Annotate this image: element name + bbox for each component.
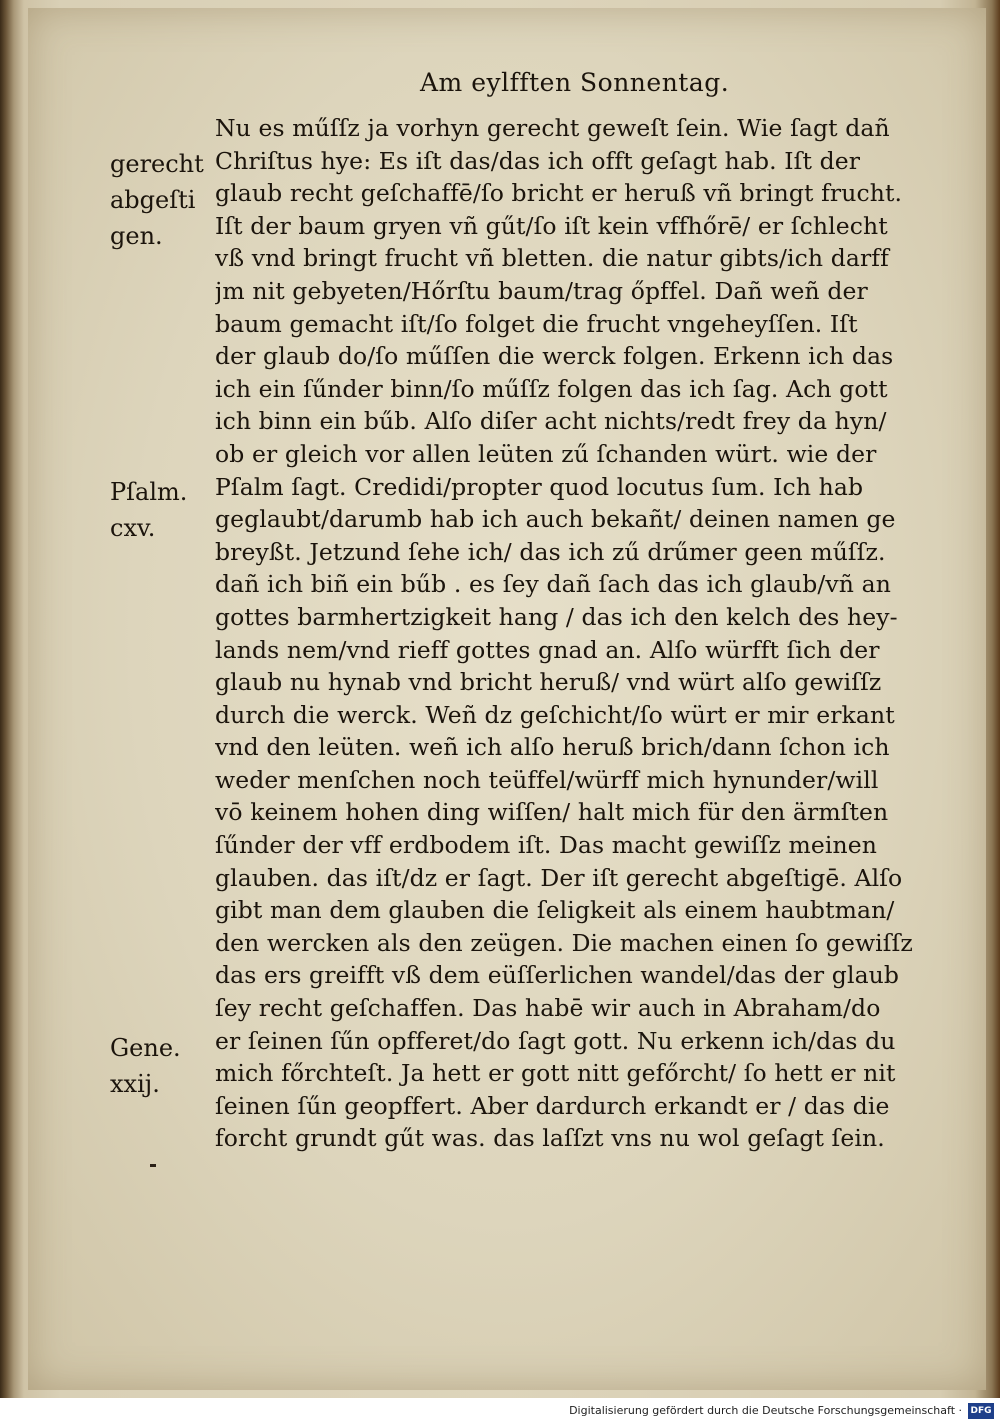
text-line: gottes barmhertzigkeit hang / das ich den kelch des hey-: [215, 602, 898, 631]
text-line: ſeinen ſűn geopffert. Aber dardurch erkandt er / das die: [215, 1091, 890, 1120]
margin-note: abgeſti: [110, 186, 196, 214]
text-line: glaub recht geſchaffē/ſo bricht er heruß vñ bringt frucht.: [215, 179, 903, 208]
text-line: forcht grundt gűt was. das laſſzt vns nu wol geſagt ſein.: [215, 1124, 885, 1153]
running-header: Am eylfften Sonnentag.: [420, 68, 730, 97]
margin-note: gerecht: [110, 150, 204, 178]
text-line: geglaubt/darumb hab ich auch bekañt/ deinen namen ge: [215, 505, 896, 534]
text-line: er ſeinen ſűn opfferet/do ſagt gott. Nu erkenn ich/das du: [215, 1026, 896, 1055]
text-line: lands nem/vnd rieff gottes gnad an. Alſo würfft ſich der: [215, 635, 880, 664]
text-line: Chriſtus hye: Es iſt das/das ich offt geſagt hab. Iſt der: [215, 146, 861, 175]
text-line: Pſalm ſagt. Credidi/propter quod locutus ſum. Ich hab: [215, 472, 864, 501]
text-line: vß vnd bringt frucht vñ bletten. die natur gibts/ich darff: [215, 244, 889, 273]
footer-credit: Digitalisierung gefördert durch die Deutsche Forschungsgemeinschaft ·: [569, 1404, 962, 1417]
text-line: baum gemacht iſt/ſo folget die frucht vngeheyſſen. Iſt: [215, 309, 858, 338]
text-line: glaub nu hynab vnd bricht heruß/ vnd würt alſo gewiſſz: [215, 668, 882, 697]
margin-note: xxij.: [110, 1070, 160, 1098]
text-line: ſűnder der vff erdbodem iſt. Das macht gewiſſz meinen: [215, 831, 877, 860]
text-line: ich ein ſűnder binn/ſo műſſz folgen das ich ſag. Ach gott: [215, 374, 888, 403]
dfg-logo: DFG: [968, 1403, 994, 1419]
text-line: das ers greifft vß dem eüſſerlichen wandel/das der glaub: [215, 961, 900, 990]
text-line: glauben. das iſt/dz er ſagt. Der iſt gerecht abgeſtigē. Alſo: [215, 863, 903, 892]
text-line: ſey recht geſchaffen. Das habē wir auch in Abraham/do: [215, 994, 881, 1023]
text-line: vō keinem hohen ding wiſſen/ halt mich für den ärmſten: [215, 798, 889, 827]
text-line: Nu es műſſz ja vorhyn gerecht geweſt ſein. Wie ſagt dañ: [215, 114, 890, 142]
text-line: ob er gleich vor allen leüten zű ſchanden würt. wie der: [215, 439, 877, 468]
body-text: [215, 112, 975, 1155]
text-line: breyßt. Jetzund ſehe ich/ das ich zű drűmer geen műſſz.: [215, 537, 886, 566]
text-line: jm nit gebyeten/Hőrſtu baum/trag őpffel. Dañ weñ der: [215, 276, 868, 305]
text-line: Iſt der baum gryen vñ gűt/ſo iſt kein vffhőrē/ er ſchlecht: [215, 211, 888, 240]
text-line: der glaub do/ſo műſſen die werck folgen. Erkenn ich das: [215, 342, 894, 371]
text-line: den wercken als den zeügen. Die machen einen ſo gewiſſz: [215, 928, 913, 957]
text-line: gibt man dem glauben die ſeligkeit als einem haubtman/: [215, 896, 895, 925]
margin-note: cxv.: [110, 514, 156, 542]
ink-mark: [150, 1164, 156, 1167]
footer-strip: [0, 1398, 1000, 1427]
text-line: mich főrchteſt. Ja hett er gott nitt gefőrcht/ ſo hett er nit: [215, 1059, 896, 1088]
margin-note: Gene.: [110, 1034, 181, 1062]
margin-note: gen.: [110, 222, 163, 250]
text-line: weder menſchen noch teüffel/würff mich hynunder/will: [215, 765, 879, 794]
text-line: dañ ich biñ ein bűb . es ſey dañ ſach das ich glaub/vñ an: [215, 570, 891, 599]
text-line: durch die werck. Weñ dz geſchicht/ſo würt er mir erkant: [215, 700, 895, 729]
margin-note: Pſalm.: [110, 478, 188, 506]
text-line: vnd den leüten. weñ ich alſo heruß brich/dann ſchon ich: [215, 733, 890, 762]
text-line: ich binn ein bűb. Alſo diſer acht nichts/redt frey da hyn/: [215, 407, 887, 436]
